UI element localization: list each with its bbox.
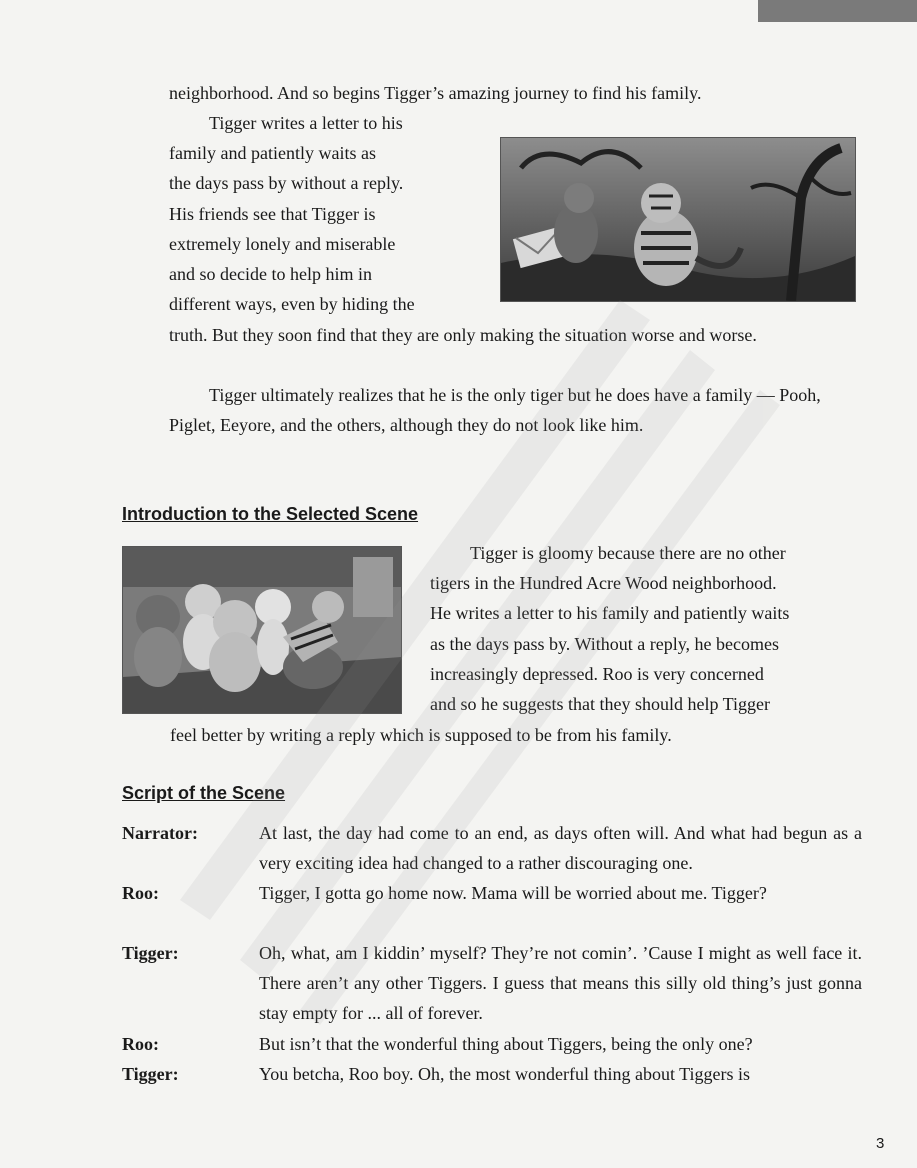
wrap-line: and so decide to help him in xyxy=(169,264,372,285)
wrap-line: He writes a letter to his family and patiently waits xyxy=(430,603,790,624)
story-wrapped-paragraph xyxy=(169,108,499,319)
dialogue-text: You betcha, Roo boy. Oh, the most wonderful thing about Tiggers is xyxy=(259,1064,751,1084)
wrap-line: Tigger writes a letter to his xyxy=(209,113,403,133)
page-number: 3 xyxy=(876,1135,885,1152)
story-paragraph: Tigger ultimately realizes that he is the only tiger but he does have a family — Pooh, Piglet, Eeyore, and the others, although they do not look like him. xyxy=(169,385,821,436)
wrap-line: Tigger is gloomy because there are no other xyxy=(470,543,786,563)
dialogue-text: At last, the day had come to an end, as days often will. And what had begun as a very exciting idea had changed to a rather discouraging one. xyxy=(259,823,862,874)
intro-heading: Introduction to the Selected Scene xyxy=(122,504,419,524)
wrap-line: increasingly depressed. Roo is very concerned xyxy=(430,663,764,684)
tigger-roo-illustration-art xyxy=(501,138,855,301)
intro-line: feel better by writing a reply which is supposed to be from his family. xyxy=(170,725,672,745)
wrap-line: tigers in the Hundred Acre Wood neighborhood. xyxy=(430,573,777,594)
speaker-name: Narrator: xyxy=(122,823,198,843)
dialogue-text: Tigger, I gotta go home now. Mama will be worried about me. Tigger? xyxy=(259,883,767,903)
wrap-line: family and patiently waits as xyxy=(169,143,376,164)
dialogue-text: But isn’t that the wonderful thing about Tiggers, being the only one? xyxy=(259,1034,753,1054)
corner-tab xyxy=(758,0,917,22)
tigger-roo-illustration xyxy=(500,137,856,302)
speaker-name: Tigger: xyxy=(122,1064,179,1084)
wrap-line: different ways, even by hiding the xyxy=(169,294,415,315)
dialogue-text: Oh, what, am I kiddin’ myself? They’re not comin’. ’Cause I might as well face it. There aren’t any other Tiggers. I guess that means this silly old thing’s just gonna stay empty for ... all of forever. xyxy=(259,943,862,1024)
wrap-line: as the days pass by. Without a reply, he becomes xyxy=(430,633,780,654)
speaker-name: Tigger: xyxy=(122,943,179,963)
wrap-line: the days pass by without a reply. xyxy=(169,173,404,194)
speaker-name: Roo: xyxy=(122,883,159,903)
story-line: neighborhood. And so begins Tigger’s amazing journey to find his family. xyxy=(169,83,702,103)
wrap-line: extremely lonely and miserable xyxy=(169,233,396,254)
friends-gathering-illustration-art xyxy=(123,547,401,713)
story-line: truth. But they soon find that they are only making the situation worse and worse. xyxy=(169,325,757,345)
friends-gathering-illustration xyxy=(122,546,402,714)
wrap-line: and so he suggests that they should help Tigger xyxy=(430,694,770,715)
intro-wrapped-paragraph xyxy=(430,538,860,719)
wrap-line: His friends see that Tigger is xyxy=(169,203,376,224)
script-heading: Script of the Scene xyxy=(122,783,286,803)
speaker-name: Roo: xyxy=(122,1034,159,1054)
